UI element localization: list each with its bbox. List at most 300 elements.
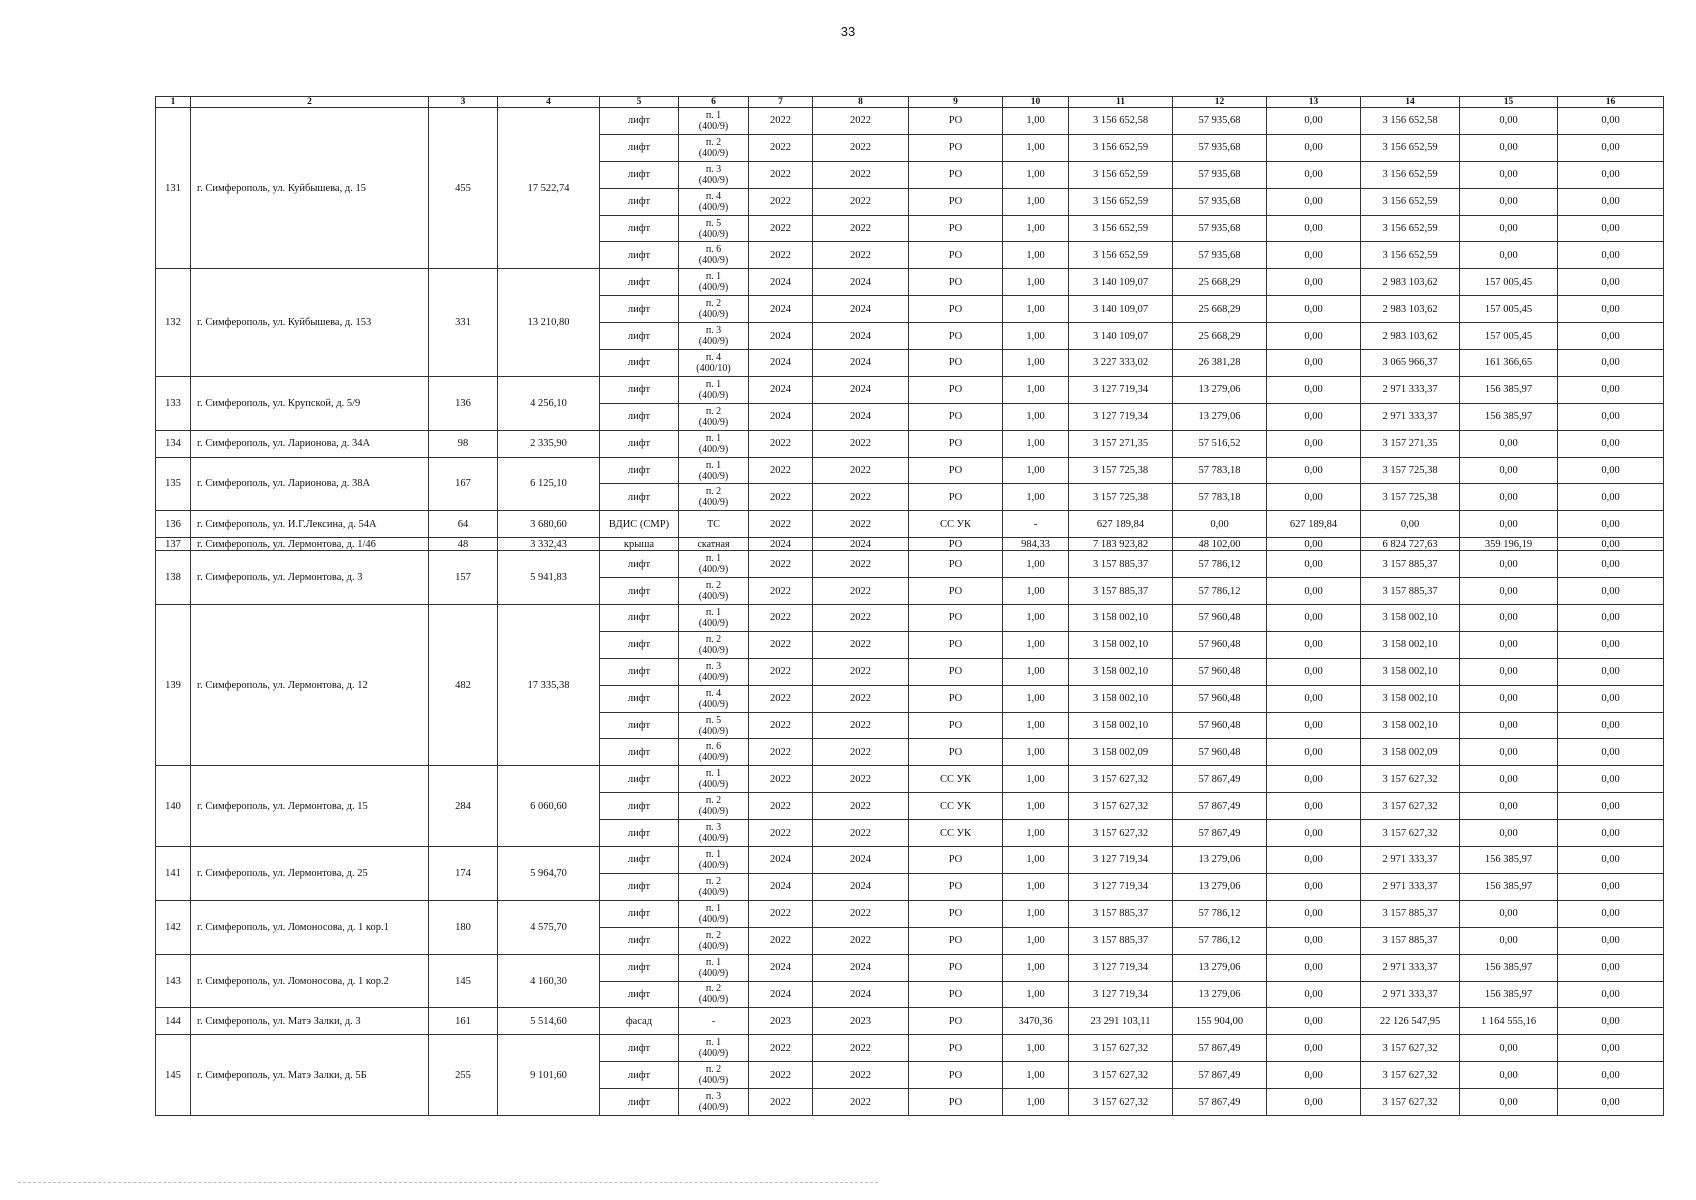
value-cell-c10: 1,00	[1003, 685, 1069, 712]
value-cell-c14: 2 983 103,62	[1361, 269, 1460, 296]
value-cell-c7: 2022	[749, 215, 813, 242]
value-cell-c16: 0,00	[1558, 631, 1664, 658]
value-cell-c15: 156 385,97	[1460, 403, 1558, 430]
value-cell-c7: 2022	[749, 1089, 813, 1116]
table-row	[156, 551, 1664, 578]
apartments-cell: 145	[429, 954, 498, 1008]
work-type-cell: лифт	[600, 457, 679, 484]
element-line-1: п. 1	[705, 1037, 722, 1049]
element-line-2: (400/9)	[698, 174, 729, 186]
value-cell-c14: 22 126 547,95	[1361, 1008, 1460, 1035]
value-cell-c9: РО	[909, 551, 1003, 578]
table-row	[156, 900, 1664, 927]
value-cell-c11: 3 127 719,34	[1069, 954, 1173, 981]
value-cell-c9: РО	[909, 658, 1003, 685]
value-cell-c9: РО	[909, 376, 1003, 403]
value-cell-c10: 1,00	[1003, 134, 1069, 161]
work-type-cell: лифт	[600, 134, 679, 161]
address-cell: г. Симферополь, ул. Ларионова, д. 34А	[191, 430, 429, 457]
element-line-2: (400/9)	[698, 282, 729, 294]
value-cell-c11: 627 189,84	[1069, 511, 1173, 538]
value-cell-c13: 0,00	[1267, 215, 1361, 242]
value-cell-c9: РО	[909, 739, 1003, 766]
value-cell-c13: 0,00	[1267, 350, 1361, 377]
value-cell-c12: 57 935,68	[1173, 215, 1267, 242]
element-line-2: (400/9)	[698, 752, 729, 764]
value-cell-c10: 1,00	[1003, 108, 1069, 135]
value-cell-c15: 0,00	[1460, 631, 1558, 658]
value-cell-c16: 0,00	[1558, 766, 1664, 793]
element-cell	[679, 847, 749, 874]
area-cell: 2 335,90	[498, 430, 600, 457]
value-cell-c11: 3 158 002,10	[1069, 605, 1173, 632]
element-line-1: п. 1	[705, 553, 722, 565]
work-type-cell: лифт	[600, 981, 679, 1008]
work-type-cell: лифт	[600, 766, 679, 793]
value-cell-c7: 2024	[749, 323, 813, 350]
element-line-2: (400/9)	[698, 336, 729, 348]
value-cell-c12: 57 516,52	[1173, 430, 1267, 457]
table-row	[156, 269, 1664, 296]
value-cell-c15: 157 005,45	[1460, 296, 1558, 323]
value-cell-c11: 3 140 109,07	[1069, 296, 1173, 323]
register-table	[155, 96, 1664, 1116]
value-cell-c12: 57 960,48	[1173, 739, 1267, 766]
value-cell-c11: 3 157 885,37	[1069, 900, 1173, 927]
element-line-2: (400/9)	[698, 147, 729, 159]
work-type-cell: лифт	[600, 403, 679, 430]
value-cell-c8: 2022	[813, 739, 909, 766]
value-cell-c7: 2022	[749, 188, 813, 215]
element-cell	[679, 685, 749, 712]
col-header: 6	[679, 97, 749, 108]
value-cell-c13: 0,00	[1267, 242, 1361, 269]
work-type-cell: лифт	[600, 1089, 679, 1116]
apartments-cell: 174	[429, 847, 498, 901]
value-cell-c15: 0,00	[1460, 658, 1558, 685]
value-cell-c15: 0,00	[1460, 215, 1558, 242]
element-cell	[679, 900, 749, 927]
value-cell-c10: 1,00	[1003, 927, 1069, 954]
value-cell-c8: 2022	[813, 430, 909, 457]
element-cell	[679, 108, 749, 135]
value-cell-c13: 0,00	[1267, 1089, 1361, 1116]
element-cell	[679, 631, 749, 658]
value-cell-c8: 2022	[813, 766, 909, 793]
value-cell-c11: 3 156 652,59	[1069, 161, 1173, 188]
value-cell-c16: 0,00	[1558, 1008, 1664, 1035]
value-cell-c11: 3 157 627,32	[1069, 1062, 1173, 1089]
value-cell-c13: 0,00	[1267, 1062, 1361, 1089]
value-cell-c13: 0,00	[1267, 134, 1361, 161]
value-cell-c14: 3 157 885,37	[1361, 551, 1460, 578]
area-cell: 17 335,38	[498, 605, 600, 766]
value-cell-c16: 0,00	[1558, 323, 1664, 350]
value-cell-c10: 1,00	[1003, 631, 1069, 658]
element-line-1: п. 2	[705, 929, 722, 941]
scan-artifact-line	[18, 1182, 878, 1183]
value-cell-c14: 3 156 652,59	[1361, 188, 1460, 215]
value-cell-c14: 3 157 885,37	[1361, 927, 1460, 954]
value-cell-c7: 2022	[749, 430, 813, 457]
col-header: 5	[600, 97, 679, 108]
value-cell-c10: 1,00	[1003, 766, 1069, 793]
value-cell-c12: 57 960,48	[1173, 605, 1267, 632]
row-number: 142	[156, 900, 191, 954]
work-type-cell: лифт	[600, 323, 679, 350]
address-cell: г. Симферополь, ул. Крупской, д. 5/9	[191, 376, 429, 430]
element-cell	[679, 457, 749, 484]
value-cell-c10: 1,00	[1003, 954, 1069, 981]
value-cell-c9: РО	[909, 605, 1003, 632]
table-row	[156, 847, 1664, 874]
element-cell	[679, 739, 749, 766]
value-cell-c7: 2022	[749, 511, 813, 538]
value-cell-c11: 3 157 885,37	[1069, 578, 1173, 605]
value-cell-c14: 3 158 002,10	[1361, 712, 1460, 739]
work-type-cell: лифт	[600, 605, 679, 632]
value-cell-c14: 3 157 627,32	[1361, 820, 1460, 847]
value-cell-c14: 2 971 333,37	[1361, 847, 1460, 874]
work-type-cell: лифт	[600, 578, 679, 605]
value-cell-c8: 2022	[813, 188, 909, 215]
value-cell-c7: 2022	[749, 631, 813, 658]
element-cell	[679, 873, 749, 900]
value-cell-c12: 57 960,48	[1173, 685, 1267, 712]
value-cell-c8: 2024	[813, 538, 909, 551]
element-cell	[679, 269, 749, 296]
element-line-2: (400/9)	[698, 644, 729, 656]
value-cell-c8: 2022	[813, 134, 909, 161]
value-cell-c11: 3 140 109,07	[1069, 323, 1173, 350]
element-line-1: п. 1	[705, 109, 722, 121]
value-cell-c11: 3 156 652,59	[1069, 215, 1173, 242]
value-cell-c11: 3 156 652,59	[1069, 242, 1173, 269]
element-line-2: (400/9)	[698, 913, 729, 925]
element-cell	[679, 484, 749, 511]
value-cell-c11: 3 156 652,58	[1069, 108, 1173, 135]
work-type-cell: лифт	[600, 631, 679, 658]
value-cell-c13: 0,00	[1267, 766, 1361, 793]
value-cell-c13: 0,00	[1267, 900, 1361, 927]
element-line-2: (400/9)	[698, 564, 729, 576]
row-number: 135	[156, 457, 191, 511]
address-cell: г. Симферополь, ул. Матэ Залки, д. 5Б	[191, 1035, 429, 1116]
value-cell-c14: 3 158 002,09	[1361, 739, 1460, 766]
value-cell-c10: 1,00	[1003, 161, 1069, 188]
value-cell-c13: 0,00	[1267, 739, 1361, 766]
value-cell-c8: 2024	[813, 847, 909, 874]
value-cell-c10: 1,00	[1003, 605, 1069, 632]
value-cell-c14: 2 971 333,37	[1361, 954, 1460, 981]
area-cell: 5 941,83	[498, 551, 600, 605]
element-line-1: п. 2	[705, 405, 722, 417]
value-cell-c13: 0,00	[1267, 457, 1361, 484]
element-line-1: п. 1	[705, 902, 722, 914]
value-cell-c11: 3 127 719,34	[1069, 981, 1173, 1008]
col-header: 9	[909, 97, 1003, 108]
element-cell	[679, 403, 749, 430]
value-cell-c14: 3 157 627,32	[1361, 766, 1460, 793]
value-cell-c11: 3 127 719,34	[1069, 873, 1173, 900]
value-cell-c12: 25 668,29	[1173, 269, 1267, 296]
row-number: 138	[156, 551, 191, 605]
value-cell-c12: 57 867,49	[1173, 1035, 1267, 1062]
value-cell-c7: 2022	[749, 578, 813, 605]
value-cell-c16: 0,00	[1558, 954, 1664, 981]
col-header: 13	[1267, 97, 1361, 108]
value-cell-c7: 2022	[749, 484, 813, 511]
value-cell-c15: 0,00	[1460, 739, 1558, 766]
value-cell-c14: 3 157 627,32	[1361, 1089, 1460, 1116]
value-cell-c14: 2 971 333,37	[1361, 403, 1460, 430]
value-cell-c16: 0,00	[1558, 511, 1664, 538]
value-cell-c14: 3 158 002,10	[1361, 605, 1460, 632]
value-cell-c9: РО	[909, 403, 1003, 430]
row-number: 143	[156, 954, 191, 1008]
work-type-cell: лифт	[600, 954, 679, 981]
work-type-cell: лифт	[600, 161, 679, 188]
value-cell-c10: 1,00	[1003, 712, 1069, 739]
element-line-1: п. 1	[705, 848, 722, 860]
value-cell-c13: 0,00	[1267, 296, 1361, 323]
value-cell-c8: 2024	[813, 323, 909, 350]
col-header: 8	[813, 97, 909, 108]
element-cell	[679, 1008, 749, 1035]
apartments-cell: 284	[429, 766, 498, 847]
element-cell	[679, 323, 749, 350]
value-cell-c12: 57 786,12	[1173, 551, 1267, 578]
row-number: 144	[156, 1008, 191, 1035]
value-cell-c7: 2022	[749, 739, 813, 766]
value-cell-c10: 1,00	[1003, 793, 1069, 820]
table-body	[156, 108, 1664, 1116]
value-cell-c7: 2024	[749, 873, 813, 900]
value-cell-c8: 2022	[813, 658, 909, 685]
row-number: 134	[156, 430, 191, 457]
value-cell-c7: 2022	[749, 820, 813, 847]
value-cell-c15: 0,00	[1460, 511, 1558, 538]
col-header: 15	[1460, 97, 1558, 108]
value-cell-c10: -	[1003, 511, 1069, 538]
work-type-cell: фасад	[600, 1008, 679, 1035]
element-cell	[679, 242, 749, 269]
value-cell-c11: 3 127 719,34	[1069, 847, 1173, 874]
value-cell-c12: 57 783,18	[1173, 484, 1267, 511]
value-cell-c13: 0,00	[1267, 1035, 1361, 1062]
element-cell	[679, 793, 749, 820]
value-cell-c7: 2024	[749, 376, 813, 403]
col-header: 12	[1173, 97, 1267, 108]
value-cell-c10: 1,00	[1003, 323, 1069, 350]
value-cell-c15: 0,00	[1460, 161, 1558, 188]
value-cell-c12: 57 935,68	[1173, 242, 1267, 269]
value-cell-c10: 1,00	[1003, 578, 1069, 605]
value-cell-c15: 1 164 555,16	[1460, 1008, 1558, 1035]
value-cell-c12: 13 279,06	[1173, 403, 1267, 430]
element-line-1: п. 4	[705, 687, 722, 699]
value-cell-c13: 0,00	[1267, 578, 1361, 605]
element-cell	[679, 820, 749, 847]
value-cell-c9: РО	[909, 134, 1003, 161]
value-cell-c10: 1,00	[1003, 484, 1069, 511]
value-cell-c16: 0,00	[1558, 658, 1664, 685]
value-cell-c7: 2024	[749, 350, 813, 377]
value-cell-c10: 1,00	[1003, 269, 1069, 296]
value-cell-c7: 2022	[749, 685, 813, 712]
value-cell-c13: 0,00	[1267, 403, 1361, 430]
value-cell-c8: 2024	[813, 269, 909, 296]
element-line-2: (400/9)	[698, 201, 729, 213]
value-cell-c13: 0,00	[1267, 1008, 1361, 1035]
element-line-1: п. 3	[705, 822, 722, 834]
value-cell-c13: 0,00	[1267, 793, 1361, 820]
value-cell-c9: РО	[909, 215, 1003, 242]
value-cell-c9: РО	[909, 900, 1003, 927]
value-cell-c14: 3 157 725,38	[1361, 457, 1460, 484]
row-number: 139	[156, 605, 191, 766]
work-type-cell: лифт	[600, 215, 679, 242]
apartments-cell: 161	[429, 1008, 498, 1035]
value-cell-c7: 2022	[749, 712, 813, 739]
value-cell-c13: 0,00	[1267, 981, 1361, 1008]
apartments-cell: 255	[429, 1035, 498, 1116]
col-header: 4	[498, 97, 600, 108]
apartments-cell: 48	[429, 538, 498, 551]
value-cell-c14: 3 157 271,35	[1361, 430, 1460, 457]
element-line-1: п. 3	[705, 660, 722, 672]
element-line-1: п. 2	[705, 1064, 722, 1076]
value-cell-c12: 155 904,00	[1173, 1008, 1267, 1035]
value-cell-c14: 2 983 103,62	[1361, 296, 1460, 323]
value-cell-c11: 23 291 103,11	[1069, 1008, 1173, 1035]
element-line-1: п. 5	[705, 217, 722, 229]
value-cell-c14: 3 156 652,59	[1361, 242, 1460, 269]
value-cell-c14: 3 158 002,10	[1361, 685, 1460, 712]
value-cell-c8: 2022	[813, 1062, 909, 1089]
value-cell-c10: 1,00	[1003, 873, 1069, 900]
value-cell-c9: РО	[909, 685, 1003, 712]
value-cell-c12: 57 935,68	[1173, 108, 1267, 135]
value-cell-c8: 2022	[813, 1035, 909, 1062]
work-type-cell: лифт	[600, 350, 679, 377]
value-cell-c9: РО	[909, 873, 1003, 900]
value-cell-c11: 3 156 652,59	[1069, 188, 1173, 215]
element-line-1: п. 3	[705, 1091, 722, 1102]
work-type-cell: лифт	[600, 1062, 679, 1089]
value-cell-c7: 2022	[749, 1062, 813, 1089]
value-cell-c15: 0,00	[1460, 242, 1558, 269]
value-cell-c13: 0,00	[1267, 658, 1361, 685]
value-cell-c11: 3 157 885,37	[1069, 551, 1173, 578]
area-cell: 13 210,80	[498, 269, 600, 377]
value-cell-c8: 2022	[813, 712, 909, 739]
value-cell-c10: 984,33	[1003, 538, 1069, 551]
element-line-2: (400/9)	[698, 255, 729, 267]
table-row	[156, 457, 1664, 484]
value-cell-c8: 2022	[813, 605, 909, 632]
element-line-1: п. 1	[705, 378, 722, 390]
value-cell-c8: 2024	[813, 954, 909, 981]
value-cell-c14: 2 971 333,37	[1361, 981, 1460, 1008]
element-line-1: п. 5	[705, 714, 722, 726]
value-cell-c13: 0,00	[1267, 188, 1361, 215]
value-cell-c12: 57 935,68	[1173, 134, 1267, 161]
value-cell-c12: 57 786,12	[1173, 900, 1267, 927]
value-cell-c8: 2023	[813, 1008, 909, 1035]
value-cell-c10: 1,00	[1003, 188, 1069, 215]
area-cell: 4 256,10	[498, 376, 600, 430]
element-line-1: п. 1	[705, 432, 722, 444]
value-cell-c12: 57 867,49	[1173, 1062, 1267, 1089]
address-cell: г. Симферополь, ул. Куйбышева, д. 153	[191, 269, 429, 377]
value-cell-c15: 156 385,97	[1460, 981, 1558, 1008]
value-cell-c8: 2022	[813, 457, 909, 484]
address-cell: г. Симферополь, ул. Ларионова, д. 38А	[191, 457, 429, 511]
value-cell-c8: 2022	[813, 631, 909, 658]
value-cell-c13: 0,00	[1267, 269, 1361, 296]
value-cell-c11: 3 157 885,37	[1069, 927, 1173, 954]
value-cell-c9: РО	[909, 350, 1003, 377]
element-cell	[679, 981, 749, 1008]
value-cell-c12: 25 668,29	[1173, 296, 1267, 323]
value-cell-c13: 0,00	[1267, 376, 1361, 403]
value-cell-c7: 2022	[749, 793, 813, 820]
value-cell-c16: 0,00	[1558, 403, 1664, 430]
value-cell-c16: 0,00	[1558, 820, 1664, 847]
value-cell-c16: 0,00	[1558, 900, 1664, 927]
value-cell-c8: 2024	[813, 981, 909, 1008]
apartments-cell: 64	[429, 511, 498, 538]
element-cell	[679, 350, 749, 377]
value-cell-c9: РО	[909, 578, 1003, 605]
value-cell-c16: 0,00	[1558, 927, 1664, 954]
value-cell-c13: 0,00	[1267, 712, 1361, 739]
value-cell-c15: 0,00	[1460, 1089, 1558, 1116]
value-cell-c12: 57 786,12	[1173, 927, 1267, 954]
work-type-cell: лифт	[600, 1035, 679, 1062]
area-cell: 5 964,70	[498, 847, 600, 901]
value-cell-c11: 3 158 002,10	[1069, 712, 1173, 739]
address-cell: г. Симферополь, ул. Лермонтова, д. 25	[191, 847, 429, 901]
address-cell: г. Симферополь, ул. Лермонтова, д. 1/46	[191, 538, 429, 551]
value-cell-c15: 157 005,45	[1460, 323, 1558, 350]
work-type-cell: ВДИС (СМР)	[600, 511, 679, 538]
value-cell-c11: 3 158 002,10	[1069, 658, 1173, 685]
value-cell-c7: 2024	[749, 981, 813, 1008]
value-cell-c13: 0,00	[1267, 847, 1361, 874]
element-cell	[679, 376, 749, 403]
value-cell-c16: 0,00	[1558, 605, 1664, 632]
value-cell-c7: 2023	[749, 1008, 813, 1035]
value-cell-c11: 3 158 002,09	[1069, 739, 1173, 766]
element-line-2: (400/9)	[698, 497, 729, 509]
value-cell-c15: 0,00	[1460, 484, 1558, 511]
value-cell-c10: 1,00	[1003, 820, 1069, 847]
element-cell	[679, 430, 749, 457]
apartments-cell: 482	[429, 605, 498, 766]
col-header: 14	[1361, 97, 1460, 108]
element-line-1: п. 2	[705, 136, 722, 148]
row-number: 136	[156, 511, 191, 538]
area-cell: 4 575,70	[498, 900, 600, 954]
element-line-2: (400/9)	[698, 416, 729, 428]
value-cell-c13: 0,00	[1267, 631, 1361, 658]
value-cell-c9: РО	[909, 242, 1003, 269]
value-cell-c10: 1,00	[1003, 403, 1069, 430]
element-line-2: (400/9)	[698, 886, 729, 898]
element-line-2: (400/9)	[698, 309, 729, 321]
